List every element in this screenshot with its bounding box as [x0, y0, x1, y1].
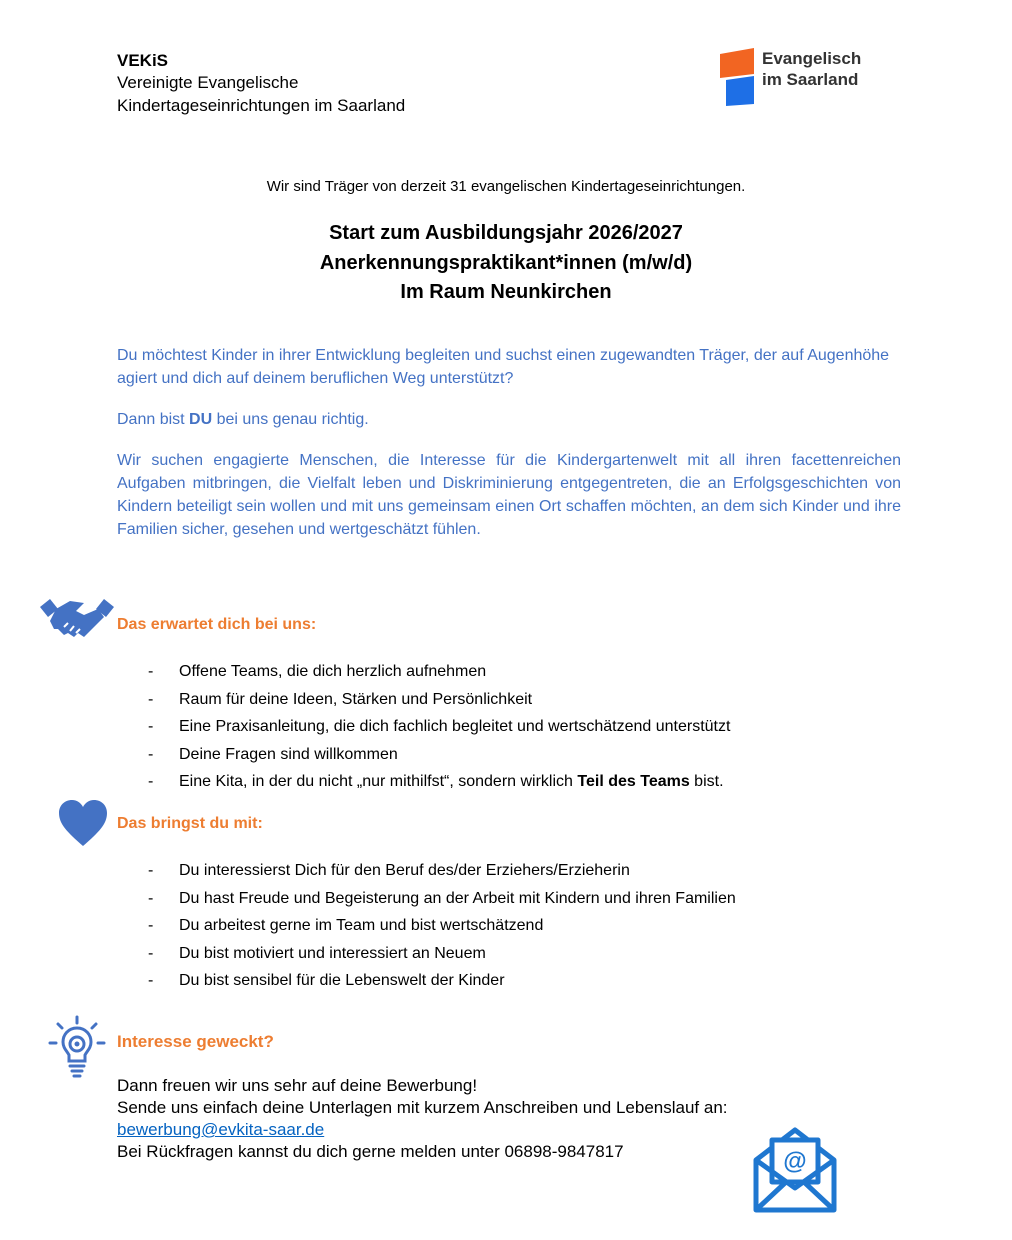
- offer-item-text: Raum für deine Ideen, Stärken und Persönlichkeit: [179, 690, 533, 708]
- title-line-3: Im Raum Neunkirchen: [400, 281, 612, 303]
- offer-last-before: Eine Kita, in der du nicht „nur mithilfst“, sondern wirklich: [179, 773, 578, 790]
- list-item: [148, 741, 730, 769]
- title-line-2: Anerkennungspraktikant*innen (m/w/d): [319, 252, 693, 274]
- pitch-paragraph-2: [117, 408, 901, 431]
- contact-heading: Interesse geweckt?: [117, 1032, 274, 1051]
- offer-item-text: Deine Fragen sind willkommen: [179, 745, 398, 763]
- contact-line-1: Dann freuen wir uns sehr auf deine Bewerbung!: [117, 1076, 478, 1095]
- contact-email-wrap: [117, 1119, 324, 1141]
- offer-item-text: Eine Praxisanleitung, die dich fachlich begleitet und wertschätzend unterstützt: [179, 718, 731, 735]
- requirement-item-text: Du bist motiviert und interessiert an Neuem: [179, 944, 486, 962]
- requirement-item-text: Du hast Freude und Begeisterung an der Arbeit mit Kindern und ihren Familien: [179, 889, 736, 907]
- logo-mark-icon: [718, 46, 758, 108]
- org-line-2: Kindertageseinrichtungen im Saarland: [117, 96, 406, 115]
- list-item: [148, 713, 730, 741]
- requirements-list: [148, 857, 736, 995]
- dash: -: [148, 690, 154, 708]
- offer-heading: Das erwartet dich bei uns:: [117, 616, 317, 633]
- org-line-1: Vereinigte Evangelische: [117, 73, 299, 92]
- pitch-paragraph-3: Wir suchen engagierte Menschen, die Interesse für die Kindergartenwelt mit all ihren facettenreichen Aufgaben mitbringen, die Vielfalt leben und Diskriminierung entgegentreten, die an Erfolgsgeschichten von Kindern beteiligt sein wollen und mit uns gemeinsam einen Ort schaffen möchten, an dem sich Kinder und ihre Familien sicher, gesehen und wertgeschätzt fühlen.: [117, 452, 901, 538]
- list-item: [148, 940, 736, 968]
- offer-last-after: bist.: [689, 773, 724, 790]
- pitch-p2-after: bei uns genau richtig.: [212, 411, 369, 428]
- org-short-name: VEKiS: [117, 51, 169, 70]
- title-line-1: Start zum Ausbildungsjahr 2026/2027: [329, 222, 683, 244]
- dash: -: [148, 889, 154, 907]
- dash: -: [148, 944, 154, 962]
- requirement-item-text: Du interessierst Dich für den Beruf des/der Erziehers/Erzieherin: [179, 862, 630, 879]
- handshake-icon: [40, 595, 114, 641]
- dash: -: [148, 663, 154, 680]
- list-item: [148, 768, 730, 796]
- list-item: [148, 686, 730, 714]
- pitch-p2-before: Dann bist: [117, 411, 190, 428]
- offer-list: [148, 658, 730, 796]
- logo: [718, 46, 908, 108]
- offer-item-text: Offene Teams, die dich herzlich aufnehmen: [179, 663, 487, 680]
- svg-text:@: @: [783, 1148, 807, 1175]
- dash: -: [148, 773, 154, 790]
- dash: -: [148, 745, 154, 763]
- list-item: [148, 912, 736, 940]
- dash: -: [148, 972, 154, 989]
- requirement-item-text: Du bist sensibel für die Lebenswelt der Kinder: [179, 972, 505, 989]
- dash: -: [148, 718, 154, 735]
- list-item: [148, 967, 736, 995]
- requirements-heading: Das bringst du mit:: [117, 815, 263, 832]
- list-item: [148, 885, 736, 913]
- pitch-paragraph-1: Du möchtest Kinder in ihrer Entwicklung begleiten und suchst einen zugewandten Träger, der auf Augenhöhe agiert und dich auf deinem beruflichen Weg unterstützt?: [117, 347, 890, 387]
- offer-last-bold: Teil des Teams: [577, 773, 690, 790]
- contact-line-3: Bei Rückfragen kannst du dich gerne melden unter 06898-9847817: [117, 1142, 624, 1161]
- logo-text-line1: Evangelisch: [762, 49, 862, 68]
- pitch-p2-bold: DU: [189, 411, 213, 428]
- list-item: [148, 658, 730, 686]
- dash: -: [148, 917, 154, 934]
- lightbulb-icon: [48, 1015, 106, 1079]
- heart-icon: [57, 798, 109, 848]
- logo-text-line2: im Saarland: [762, 70, 859, 89]
- requirement-item-text: Du arbeitest gerne im Team und bist wertschätzend: [179, 917, 544, 934]
- intro-text: Wir sind Träger von derzeit 31 evangelischen Kindertageseinrichtungen.: [266, 178, 746, 195]
- mail-icon: [752, 1124, 838, 1214]
- list-item: [148, 857, 736, 885]
- contact-line-2: Sende uns einfach deine Unterlagen mit kurzem Anschreiben und Lebenslauf an:: [117, 1098, 728, 1117]
- dash: -: [148, 862, 154, 879]
- email-link[interactable]: bewerbung@evkita-saar.de: [117, 1120, 325, 1139]
